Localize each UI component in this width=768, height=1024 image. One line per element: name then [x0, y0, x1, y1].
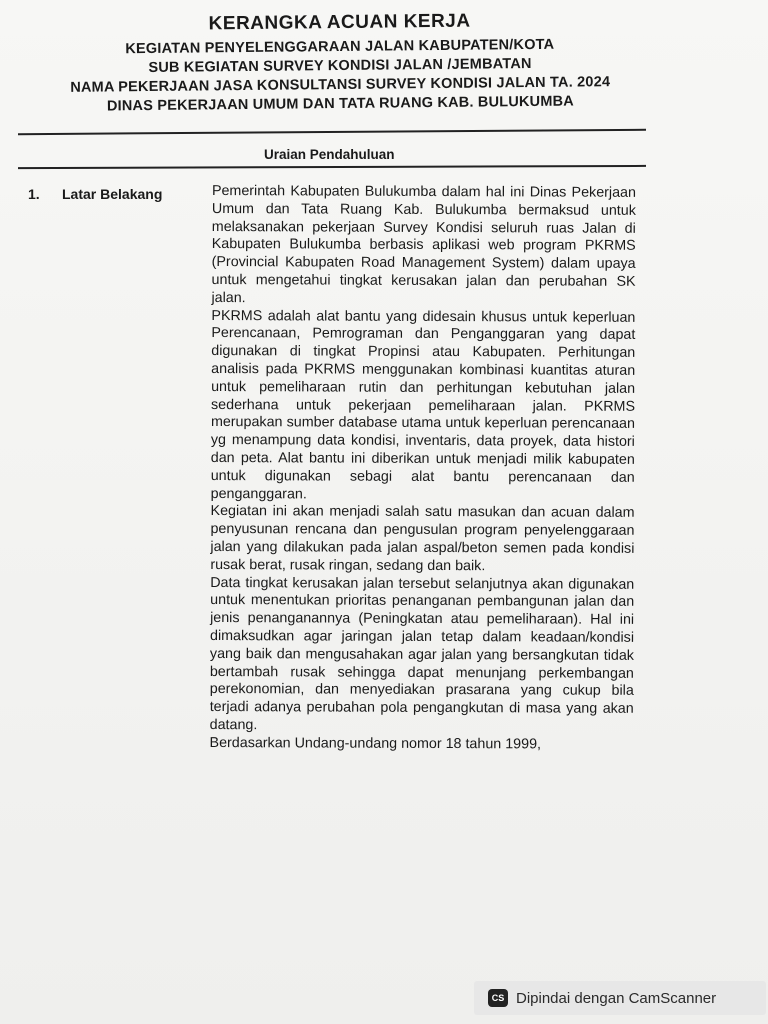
camscanner-watermark	[474, 981, 766, 1015]
document-header	[19, 9, 660, 118]
sub-activity-line: SUB KEGIATAN SURVEY KONDISI JALAN /JEMBATAN	[148, 55, 532, 77]
background-text	[210, 183, 636, 754]
document-title: KERANGKA ACUAN KERJA	[208, 10, 471, 35]
activity-line: KEGIATAN PENYELENGGARAAN JALAN KABUPATEN/KOTA	[125, 36, 555, 58]
section-title: Uraian Pendahuluan	[264, 147, 395, 162]
paragraph: Berdasarkan Undang-undang nomor 18 tahun 1999,	[209, 734, 542, 753]
paragraph: Pemerintah Kabupaten Bulukumba dalam hal ini Dinas Pekerjaan Umum dan Tata Ruang Kab. Bulukumba bermaksud untuk melaksanakan pekerjaan Survey Kondisi seluruh ruas Jalan di Kabupaten Bulukumba berbasis aplikasi web program PKRMS (Provincial Kabupaten Road Management System) dalam upaya untuk mengetahui tingkat kerusakan jalan dan perubahan SK jalan.	[211, 183, 636, 306]
item-number: 1.	[28, 186, 40, 202]
agency-line: DINAS PEKERJAAN UMUM DAN TATA RUANG KAB. BULUKUMBA	[106, 93, 575, 115]
header-divider	[18, 129, 646, 135]
section-divider	[18, 165, 646, 169]
job-name-line: NAMA PEKERJAAN JASA KONSULTANSI SURVEY KONDISI JALAN TA. 2024	[70, 74, 611, 96]
paragraph: PKRMS adalah alat bantu yang didesain khusus untuk keperluan Perencanaan, Pemrograman dan Penganggaran yang dapat digunakan di tingkat Propinsi atau Kabupaten. Perhitungan analisis pada PKRMS menggunakan kombinasi kuantitas aturan untuk pemeliharaan rutin dan perhitungan kebutuhan jalan sederhana untuk pekerjaan pemeliharaan jalan. PKRMS merupakan sumber database utama untuk keperluan perencanaan yg menampung data kondisi, inventaris, data proyek, data histori dan peta. Alat bantu ini diberikan untuk menjadi milik kabupaten untuk digunakan sebagi alat bantu perencanaan dan penganggaran.	[210, 307, 636, 502]
item-label: Latar Belakang	[62, 186, 163, 202]
paragraph: Data tingkat kerusakan jalan tersebut selanjutnya akan digunakan untuk menentukan prioritas penanganan pembangunan jalan dan jenis penanganannya (Peningkatan atau pemeliharaan). Hal ini dimaksudkan agar jaringan jalan tetap dalam keadaan/kondisi yang baik dan mengusahakan agar jalan yang bersangkutan tidak bertambah rusak sehingga dapat menunjang perkembangan perekonomian, dan menyediakan prasarana yang cukup bila terjadi adanya perubahan pola pengangkutan di masa yang akan datang.	[209, 574, 635, 734]
paragraph: Kegiatan ini akan menjadi salah satu masukan dan acuan dalam penyusunan rencana dan pengusulan program penyelenggaraan jalan yang dilakukan pada jalan aspal/beton semen pada kondisi rusak berat, rusak ringan, sedang dan baik.	[210, 503, 635, 574]
camscanner-logo-icon: CS	[488, 989, 508, 1007]
watermark-text: Dipindai dengan CamScanner	[516, 989, 717, 1007]
